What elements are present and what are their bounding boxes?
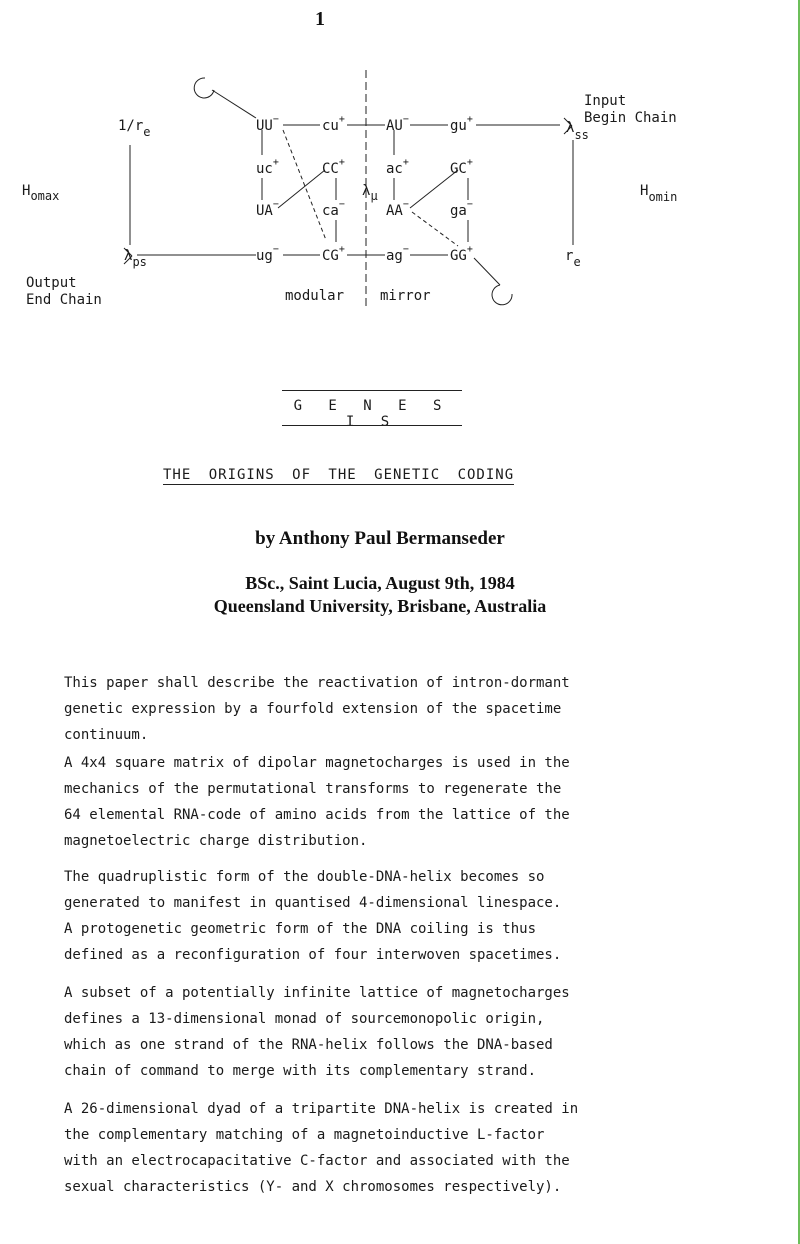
paragraph-line: This paper shall describe the reactivation of intron-dormant <box>64 675 570 691</box>
paragraph-line: the complementary matching of a magnetoinductive L-factor <box>64 1127 545 1143</box>
label-re: re <box>565 248 581 269</box>
paragraph-line: sexual characteristics (Y- and X chromosomes respectively). <box>64 1179 562 1195</box>
node-CG: CG+ <box>322 244 345 264</box>
paragraph-line: genetic expression by a fourfold extension of the spacetime <box>64 701 562 717</box>
label-1-over-re: 1/re <box>118 118 151 139</box>
node-ag: ag− <box>386 244 409 264</box>
label-end-chain: End Chain <box>26 292 102 308</box>
paragraph-line: chain of command to merge with its complementary strand. <box>64 1063 537 1079</box>
paragraph-line: which as one strand of the RNA-helix follows the DNA-based <box>64 1037 553 1053</box>
paragraph-line: The quadruplistic form of the double-DNA-helix becomes so <box>64 869 545 885</box>
document-title: G E N E S I S <box>293 398 451 430</box>
label-lambda-ps: λps <box>124 248 147 269</box>
page-number: 1 <box>315 8 325 30</box>
affiliation-line: Queensland University, Brisbane, Australia <box>213 596 547 616</box>
rotation-arrow-top <box>194 78 214 98</box>
node-ug: ug− <box>256 244 279 264</box>
label-output: Output <box>26 275 77 291</box>
label-begin-chain: Begin Chain <box>584 110 677 126</box>
author-line: by Anthony Paul Bermanseder <box>255 528 505 549</box>
paragraph-1 <box>64 670 764 748</box>
paragraph-line: defines a 13-dimensional monad of sourcemonopolic origin, <box>64 1011 545 1027</box>
node-ca: ca− <box>322 199 345 219</box>
node-AA: AA− <box>386 199 409 219</box>
paragraph-line: defined as a reconfiguration of four interwoven spacetimes. <box>64 947 562 963</box>
paragraph-line: A 26-dimensional dyad of a tripartite DNA-helix is created in <box>64 1101 579 1117</box>
paragraph-3 <box>64 864 764 968</box>
label-h-omax: Homax <box>22 183 60 203</box>
node-GC: GC+ <box>450 157 473 177</box>
paragraph-line: 64 elemental RNA-code of amino acids from the lattice of the <box>64 807 570 823</box>
paragraph-line: generated to manifest in quantised 4-dimensional linespace. <box>64 895 562 911</box>
node-uc: uc+ <box>256 157 279 177</box>
node-cu: cu+ <box>322 114 345 134</box>
label-input: Input <box>584 93 627 109</box>
label-modular: modular <box>285 288 345 304</box>
label-mirror: mirror <box>380 288 431 304</box>
node-gu: gu+ <box>450 114 473 134</box>
rotation-arrow-bottom <box>492 285 512 305</box>
paragraph-line: mechanics of the permutational transforms to regenerate the <box>64 781 562 797</box>
label-lambda-ss: λss <box>566 120 589 142</box>
document-subtitle: THE ORIGINS OF THE GENETIC CODING <box>163 467 515 483</box>
paragraph-line: A protogenetic geometric form of the DNA coiling is thus <box>64 921 537 937</box>
paragraph-5 <box>64 1096 764 1200</box>
paragraph-2 <box>64 750 764 854</box>
node-ga: ga− <box>450 199 473 219</box>
paragraph-line: magnetoelectric charge distribution. <box>64 833 368 849</box>
node-CC: CC+ <box>322 157 345 177</box>
affiliation <box>0 572 760 618</box>
magnetocharge-matrix-diagram <box>0 60 760 320</box>
affiliation-line: BSc., Saint Lucia, August 9th, 1984 <box>245 573 515 593</box>
label-lambda-mu: λμ <box>362 183 378 203</box>
node-AU: AU− <box>386 114 409 134</box>
paragraph-line: A 4x4 square matrix of dipolar magnetocharges is used in the <box>64 755 570 771</box>
paragraph-line: A subset of a potentially infinite lattice of magnetocharges <box>64 985 570 1001</box>
node-ac: ac+ <box>386 157 409 177</box>
paragraph-line: continuum. <box>64 727 149 743</box>
paragraph-line: with an electrocapacitative C-factor and associated with the <box>64 1153 570 1169</box>
paragraph-4 <box>64 980 764 1084</box>
node-GG: GG+ <box>450 244 473 264</box>
title-rule-bottom <box>282 425 462 426</box>
title-rule-top <box>282 390 462 391</box>
node-UU: UU− <box>256 114 279 134</box>
node-UA: UA− <box>256 199 279 219</box>
label-h-omin: Homin <box>640 183 678 204</box>
